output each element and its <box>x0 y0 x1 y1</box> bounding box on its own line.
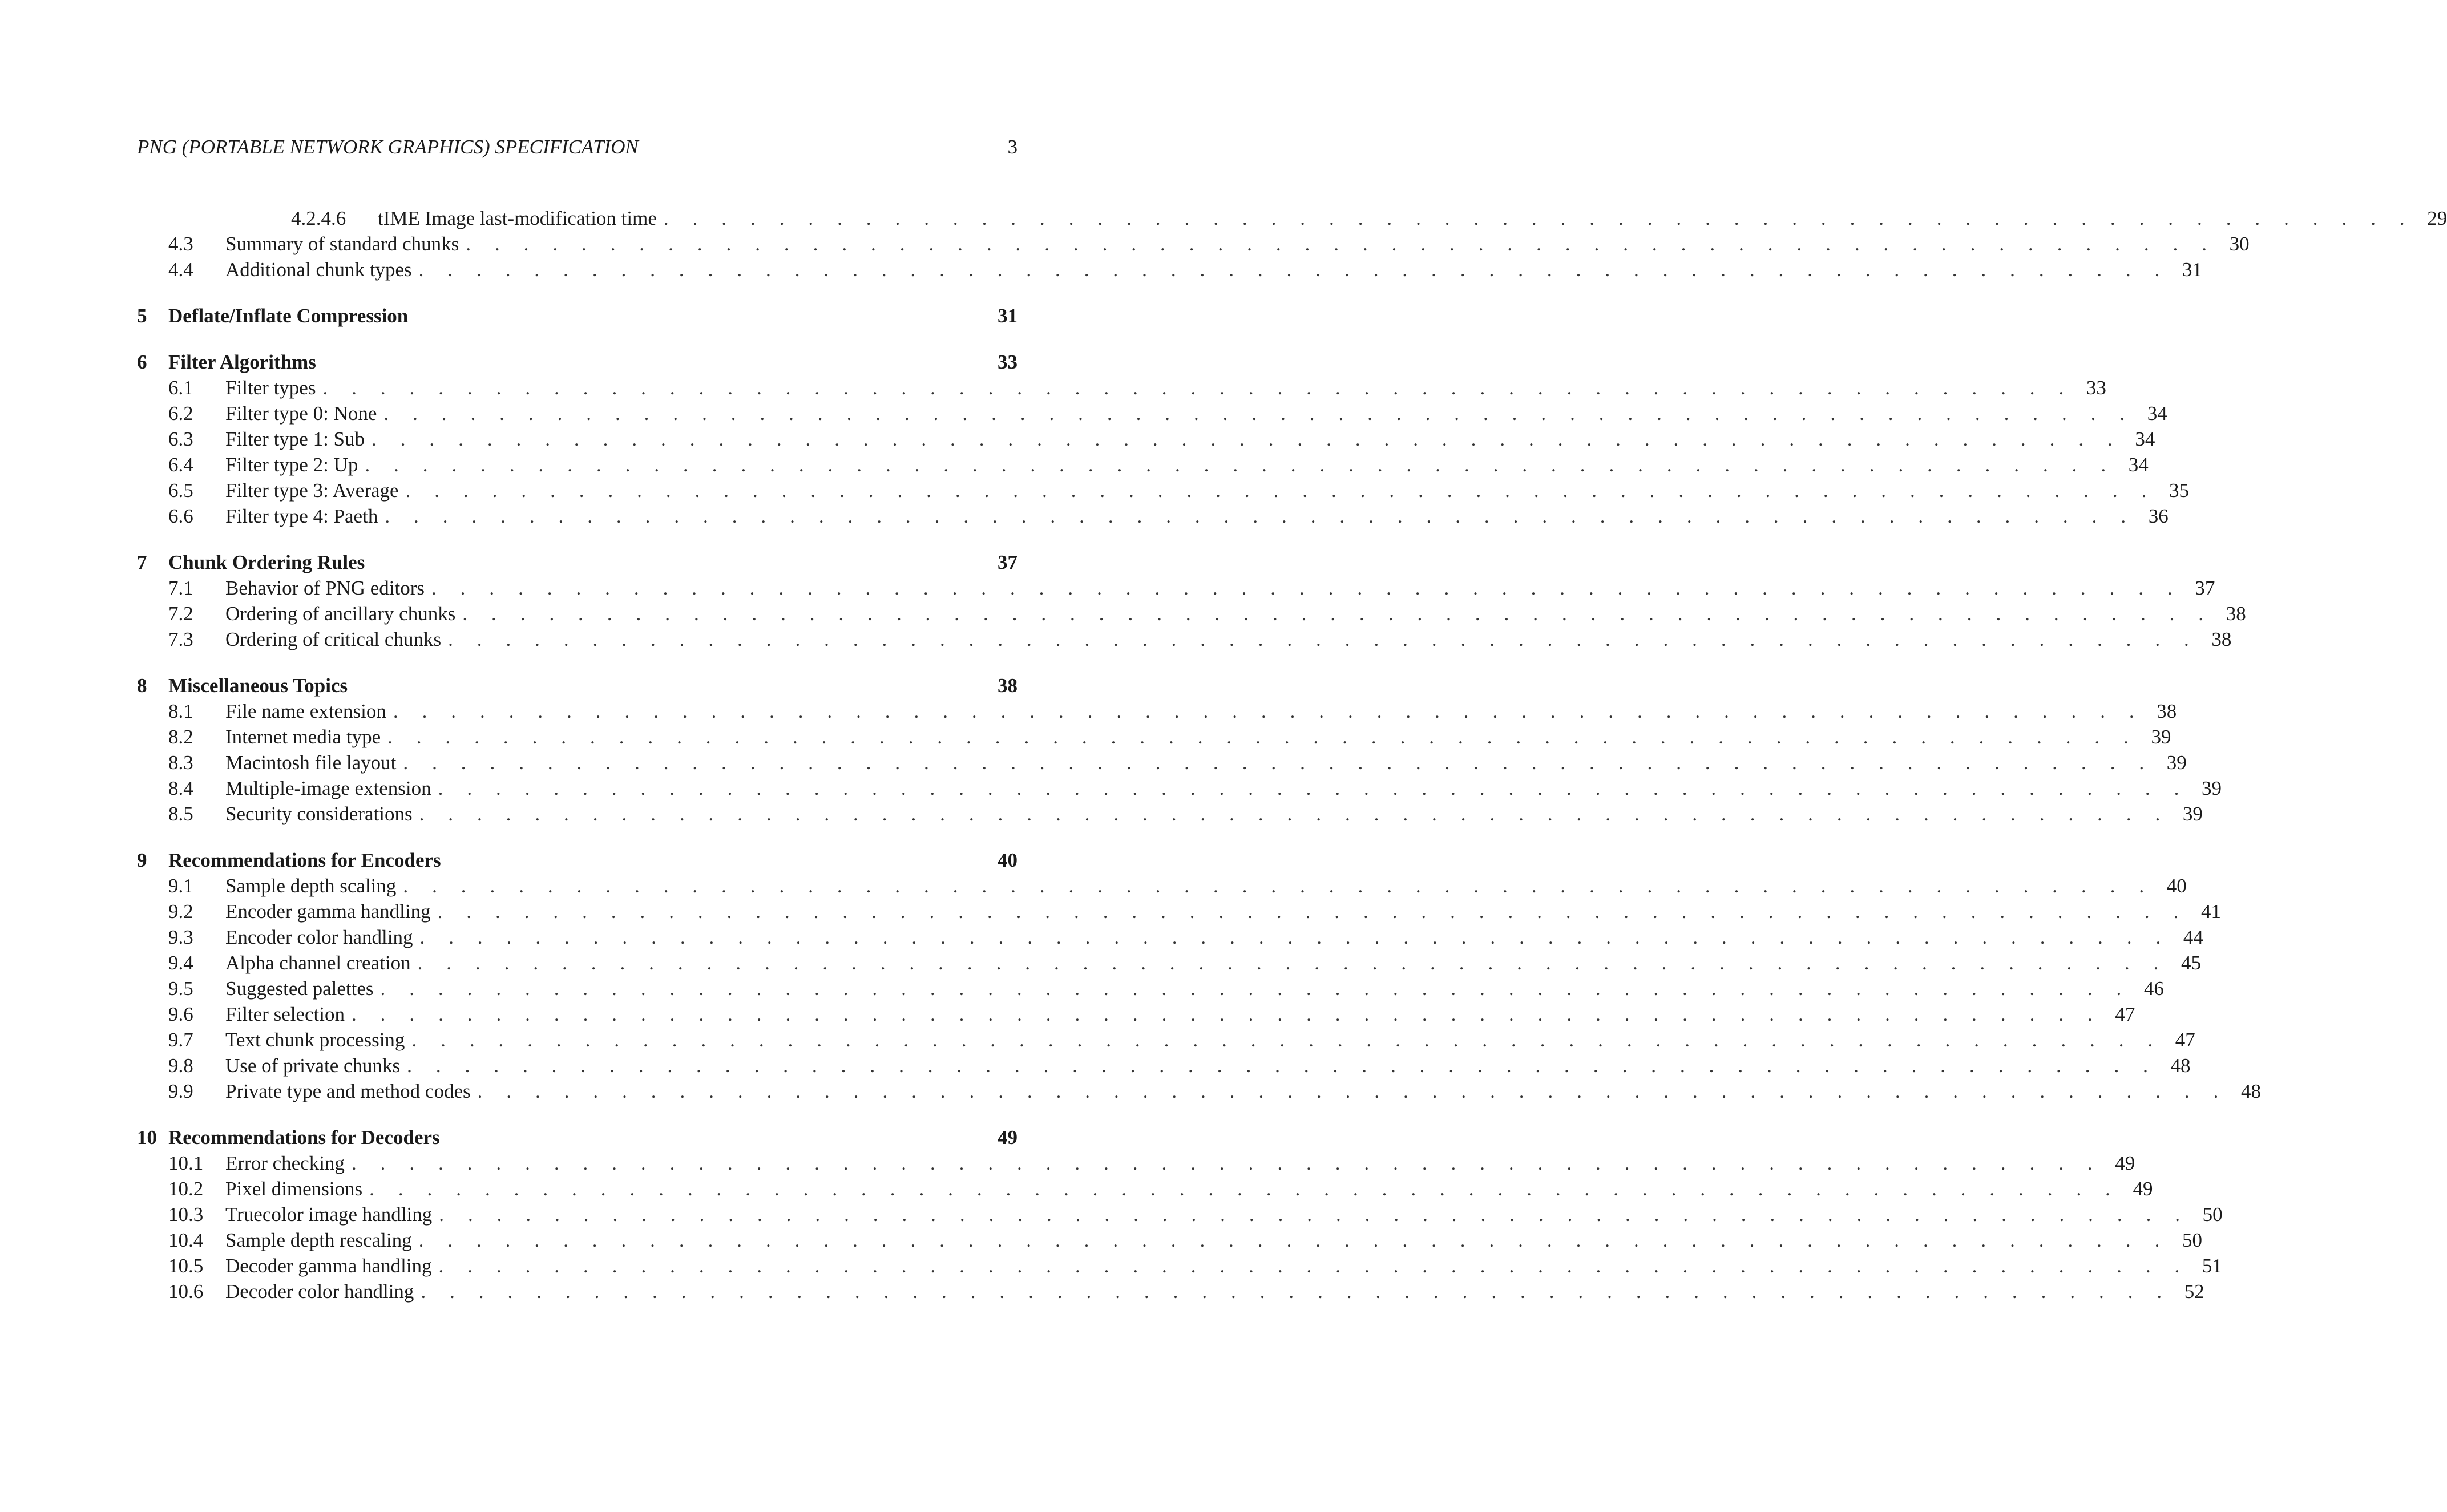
toc-entry-subsection[interactable] <box>137 1001 2135 1027</box>
toc-entry-subsection[interactable] <box>137 1253 2222 1279</box>
toc-dot-leader: . . . . . . . . . . . . . . . . . . . . . . . . . . . . . . . . . . . . . . . . . . . . . . . . . . . . . . . . . . . . . <box>403 875 2154 897</box>
page-number: 3 <box>1007 136 1017 158</box>
toc-entry-page: 49 <box>2133 1178 2153 1200</box>
toc-dot-leader: . . . . . . . . . . . . . . . . . . . . . . . . . . . . . . . . . . . . . . . . . . . . . . . . . . . . . . . . . . . . . <box>477 1080 2228 1102</box>
toc-entry-subsection[interactable] <box>137 899 2221 924</box>
toc-entry-page: 39 <box>2151 726 2171 748</box>
toc-entry-number: 9.9 <box>168 1080 193 1102</box>
toc-entry-subsection[interactable] <box>137 452 2149 478</box>
toc-entry-title: Truecolor image handling <box>225 1203 433 1226</box>
toc-entry-title: Multiple-image extension <box>225 777 431 799</box>
toc-entry-page: 39 <box>2166 751 2187 774</box>
toc-entry-title: Filter type 4: Paeth <box>225 505 378 527</box>
toc-entry-subsection[interactable] <box>137 924 2203 950</box>
toc-entry-title: Macintosh file layout <box>225 751 397 774</box>
toc-entry-number: 9 <box>137 849 147 871</box>
toc-entry-number: 6.5 <box>168 479 193 502</box>
toc-entry-subsection[interactable] <box>137 724 2171 750</box>
toc-entry-page: 41 <box>2200 900 2221 923</box>
toc-dot-leader: . . . . . . . . . . . . . . . . . . . . . . . . . . . . . . . . . . . . . . . . . . . . . . . . . . . . . . . . . . . . . <box>417 952 2168 974</box>
toc-dot-leader: . . . . . . . . . . . . . . . . . . . . . . . . . . . . . . . . . . . . . . . . . . . . . . . . . . . . . . . . . . . . . <box>418 258 2169 281</box>
toc-entry-page: 38 <box>2157 700 2177 722</box>
toc-entry-section[interactable] <box>137 303 1017 329</box>
toc-entry-subsection[interactable] <box>137 257 2202 282</box>
toc-entry-subsection[interactable] <box>137 1053 2191 1078</box>
toc-entry-title: Text chunk processing <box>225 1029 405 1051</box>
toc-entry-number: 4.2.4.6 <box>291 207 346 229</box>
toc-entry-page: 35 <box>2169 479 2189 502</box>
toc-dot-leader: . . . . . . . . . . . . . . . . . . . . . . . . . . . . . . . . . . . . . . . . . . . . . . . . . . . . . . . . . . . . . <box>663 207 2414 229</box>
toc-entry-page: 33 <box>998 351 1017 373</box>
toc-entry-number: 7.1 <box>168 577 193 599</box>
toc-dot-leader: . . . . . . . . . . . . . . . . . . . . . . . . . . . . . . . . . . . . . . . . . . . . . . . . . . . . . . . . . . . . . <box>462 603 2213 625</box>
toc-dot-leader: . . . . . . . . . . . . . . . . . . . . . . . . . . . . . . . . . . . . . . . . . . . . . . . . . . . . . . . . . . . . . <box>369 1178 2120 1200</box>
toc-dot-leader: . . . . . . . . . . . . . . . . . . . . . . . . . . . . . . . . . . . . . . . . . . . . . . . . . . . . . . . . . . . . . <box>405 479 2156 502</box>
toc-entry-page: 31 <box>998 305 1017 327</box>
toc-entry-subsection[interactable] <box>137 426 2155 452</box>
toc-dot-leader: . . . . . . . . . . . . . . . . . . . . . . . . . . . . . . . . . . . . . . . . . . . . . . . . . . . . . . . . . . . . . <box>385 505 2135 527</box>
toc-entry-title: Filter type 3: Average <box>225 479 399 502</box>
toc-entry-title: Behavior of PNG editors <box>225 577 425 599</box>
toc-entry-section[interactable] <box>137 673 1017 698</box>
toc-entry-page: 47 <box>2115 1003 2135 1025</box>
toc-entry-title: tIME Image last-modification time <box>378 207 657 229</box>
toc-entry-number: 8.5 <box>168 803 193 825</box>
toc-entry-title: Decoder gamma handling <box>225 1255 432 1277</box>
toc-entry-number: 8.3 <box>168 751 193 774</box>
toc-entry-page: 37 <box>998 551 1017 573</box>
toc-entry-title: File name extension <box>225 700 386 722</box>
toc-entry-subsection[interactable] <box>137 1202 2223 1227</box>
toc-entry-subsection[interactable] <box>137 478 2189 503</box>
toc-entry-number: 6.3 <box>168 428 193 450</box>
toc-dot-leader: . . . . . . . . . . . . . . . . . . . . . . . . . . . . . . . . . . . . . . . . . . . . . . . . . . . . . . . . . . . . . <box>418 1229 2169 1251</box>
toc-entry-page: 34 <box>2135 428 2155 450</box>
toc-entry-page: 49 <box>998 1126 1017 1149</box>
toc-entry-subsection[interactable] <box>137 775 2222 801</box>
toc-entry-page: 40 <box>2166 875 2187 897</box>
toc-entry-subsection[interactable] <box>137 750 2187 775</box>
toc-dot-leader: . . . . . . . . . . . . . . . . . . . . . . . . . . . . . . . . . . . . . . . . . . . . . . . . . . . . . . . . . . . . . <box>419 803 2170 825</box>
toc-entry-page: 47 <box>2175 1029 2195 1051</box>
toc-entry-page: 50 <box>2202 1203 2223 1226</box>
toc-entry-number: 8.2 <box>168 726 193 748</box>
toc-entry-page: 39 <box>2182 803 2203 825</box>
toc-entry-title: Suggested palettes <box>225 977 374 1000</box>
toc-entry-title: Filter type 1: Sub <box>225 428 365 450</box>
page-header <box>137 136 1017 168</box>
toc-dot-leader: . . . . . . . . . . . . . . . . . . . . . . . . . . . . . . . . . . . . . . . . . . . . . . . . . . . . . . . . . . . . . <box>372 428 2122 450</box>
toc-entry-subsection[interactable] <box>137 1176 2153 1202</box>
toc-entry-title: Encoder color handling <box>225 926 413 948</box>
toc-dot-leader: . . . . . . . . . . . . . . . . . . . . . . . . . . . . . . . . . . . . . . . . . . . . . . . . . . . . . . . . . . . . . <box>351 1152 2102 1174</box>
toc-dot-leader: . . . . . . . . . . . . . . . . . . . . . . . . . . . . . . . . . . . . . . . . . . . . . . . . . . . . . . . . . . . . . <box>387 726 2138 748</box>
toc-entry-number: 6 <box>137 351 147 373</box>
toc-entry-title: Filter type 2: Up <box>225 454 358 476</box>
toc-dot-leader: . . . . . . . . . . . . . . . . . . . . . . . . . . . . . . . . . . . . . . . . . . . . . . . . . . . . . . . . . . . . . <box>383 402 2134 425</box>
toc-entry-title: Filter type 0: None <box>225 402 377 425</box>
toc-entry-page: 51 <box>2202 1255 2222 1277</box>
toc-entry-title: Recommendations for Decoders <box>168 1126 440 1149</box>
toc-entry-number: 10.3 <box>168 1203 204 1226</box>
toc-entry-number: 5 <box>137 305 147 327</box>
toc-entry-subsection[interactable] <box>137 801 2203 827</box>
toc-entry-section[interactable] <box>137 847 1017 873</box>
toc-entry-title: Ordering of ancillary chunks <box>225 603 456 625</box>
toc-entry-number: 9.8 <box>168 1054 193 1077</box>
toc-entry-subsection[interactable] <box>137 401 2167 426</box>
toc-entry-number: 6.1 <box>168 377 193 399</box>
toc-entry-section[interactable] <box>137 1125 1017 1150</box>
toc-entry-number: 9.2 <box>168 900 193 923</box>
toc-dot-leader: . . . . . . . . . . . . . . . . . . . . . . . . . . . . . . . . . . . . . . . . . . . . . . . . . . . . . . . . . . . . . <box>419 926 2170 948</box>
toc-dot-leader: . . . . . . . . . . . . . . . . . . . . . . . . . . . . . . . . . . . . . . . . . . . . . . . . . . . . . . . . . . . . . <box>438 1255 2189 1277</box>
toc-entry-number: 10.6 <box>168 1280 204 1303</box>
toc-entry-subsection[interactable] <box>137 601 2246 626</box>
toc-entry-section[interactable] <box>137 549 1017 575</box>
toc-entry-number: 9.5 <box>168 977 193 1000</box>
toc-entry-title: Sample depth rescaling <box>225 1229 412 1251</box>
toc-entry-title: Additional chunk types <box>225 258 412 281</box>
toc-entry-page: 37 <box>2195 577 2215 599</box>
toc-entry-number: 9.7 <box>168 1029 193 1051</box>
toc-entry-title: Miscellaneous Topics <box>168 674 348 697</box>
toc-dot-leader: . . . . . . . . . . . . . . . . . . . . . . . . . . . . . . . . . . . . . . . . . . . . . . . . . . . . . . . . . . . . . <box>380 977 2131 1000</box>
toc-entry-number: 9.6 <box>168 1003 193 1025</box>
toc-entry-number: 9.1 <box>168 875 193 897</box>
toc-entry-subsection[interactable] <box>137 503 2169 529</box>
toc-entry-section[interactable] <box>137 349 1017 375</box>
toc-entry-page: 52 <box>2184 1280 2204 1303</box>
toc-entry-number: 7.2 <box>168 603 193 625</box>
toc-dot-leader: . . . . . . . . . . . . . . . . . . . . . . . . . . . . . . . . . . . . . . . . . . . . . . . . . . . . . . . . . . . . . <box>365 454 2115 476</box>
toc-entry-number: 8.4 <box>168 777 193 799</box>
toc-entry-subsection[interactable] <box>137 976 2164 1001</box>
toc-entry-number: 8.1 <box>168 700 193 722</box>
toc-entry-page: 38 <box>2226 603 2246 625</box>
toc-entry-page: 48 <box>2240 1080 2261 1102</box>
toc-dot-leader: . . . . . . . . . . . . . . . . . . . . . . . . . . . . . . . . . . . . . . . . . . . . . . . . . . . . . . . . . . . . . <box>411 1029 2162 1051</box>
toc-dot-leader: . . . . . . . . . . . . . . . . . . . . . . . . . . . . . . . . . . . . . . . . . . . . . . . . . . . . . . . . . . . . . <box>437 900 2188 923</box>
toc-entry-title: Encoder gamma handling <box>225 900 431 923</box>
toc-entry-title: Deflate/Inflate Compression <box>168 305 409 327</box>
toc-entry-page: 34 <box>2128 454 2149 476</box>
toc-entry-title: Use of private chunks <box>225 1054 401 1077</box>
toc-entry-subsection[interactable] <box>137 1150 2135 1176</box>
toc-entry-page: 48 <box>2170 1054 2191 1077</box>
toc-entry-subsection[interactable] <box>137 1078 2261 1104</box>
toc-dot-leader: . . . . . . . . . . . . . . . . . . . . . . . . . . . . . . . . . . . . . . . . . . . . . . . . . . . . . . . . . . . . . <box>322 377 2073 399</box>
toc-entry-subsection[interactable] <box>137 698 2177 724</box>
toc-entry-number: 10 <box>137 1126 157 1149</box>
toc-entry-title: Sample depth scaling <box>225 875 397 897</box>
toc-entry-title: Internet media type <box>225 726 381 748</box>
toc-entry-page: 44 <box>2183 926 2203 948</box>
toc-entry-title: Decoder color handling <box>225 1280 414 1303</box>
toc-entry-subsection[interactable] <box>137 231 2250 257</box>
toc-entry-title: Security considerations <box>225 803 413 825</box>
toc-entry-title: Recommendations for Encoders <box>168 849 441 871</box>
toc-entry-title: Filter selection <box>225 1003 345 1025</box>
toc-entry-page: 33 <box>2086 377 2106 399</box>
toc-entry-title: Filter Algorithms <box>168 351 316 373</box>
toc-entry-page: 38 <box>2211 628 2232 650</box>
toc-entry-title: Alpha channel creation <box>225 952 411 974</box>
toc-entry-page: 34 <box>2147 402 2167 425</box>
toc-entry-subsection[interactable] <box>137 950 2201 976</box>
toc-dot-leader: . . . . . . . . . . . . . . . . . . . . . . . . . . . . . . . . . . . . . . . . . . . . . . . . . . . . . . . . . . . . . <box>393 700 2144 722</box>
toc-entry-page: 49 <box>2115 1152 2135 1174</box>
toc-entry-number: 6.4 <box>168 454 193 476</box>
toc-entry-page: 31 <box>2182 258 2202 281</box>
table-of-contents <box>137 205 2447 1304</box>
toc-entry-number: 9.4 <box>168 952 193 974</box>
toc-entry-subsection[interactable] <box>137 873 2187 899</box>
toc-entry-number: 6.2 <box>168 402 193 425</box>
toc-entry-page: 29 <box>2427 207 2447 229</box>
toc-entry-subsubsection[interactable] <box>137 205 2447 231</box>
toc-entry-title: Summary of standard chunks <box>225 233 459 255</box>
toc-entry-number: 10.1 <box>168 1152 204 1174</box>
toc-entry-number: 6.6 <box>168 505 193 527</box>
toc-dot-leader: . . . . . . . . . . . . . . . . . . . . . . . . . . . . . . . . . . . . . . . . . . . . . . . . . . . . . . . . . . . . . <box>438 777 2188 799</box>
toc-entry-number: 7.3 <box>168 628 193 650</box>
toc-dot-leader: . . . . . . . . . . . . . . . . . . . . . . . . . . . . . . . . . . . . . . . . . . . . . . . . . . . . . . . . . . . . . <box>466 233 2216 255</box>
running-title: PNG (PORTABLE NETWORK GRAPHICS) SPECIFICATION <box>137 136 639 158</box>
toc-entry-page: 38 <box>998 674 1017 697</box>
toc-entry-subsection[interactable] <box>137 1279 2204 1304</box>
toc-entry-title: Private type and method codes <box>225 1080 471 1102</box>
toc-dot-leader: . . . . . . . . . . . . . . . . . . . . . . . . . . . . . . . . . . . . . . . . . . . . . . . . . . . . . . . . . . . . . <box>439 1203 2190 1226</box>
toc-entry-number: 8 <box>137 674 147 697</box>
toc-entry-title: Chunk Ordering Rules <box>168 551 365 573</box>
toc-entry-subsection[interactable] <box>137 1027 2195 1053</box>
toc-dot-leader: . . . . . . . . . . . . . . . . . . . . . . . . . . . . . . . . . . . . . . . . . . . . . . . . . . . . . . . . . . . . . <box>351 1003 2102 1025</box>
toc-entry-page: 30 <box>2229 233 2250 255</box>
toc-entry-number: 7 <box>137 551 147 573</box>
toc-dot-leader: . . . . . . . . . . . . . . . . . . . . . . . . . . . . . . . . . . . . . . . . . . . . . . . . . . . . . . . . . . . . . <box>407 1054 2158 1077</box>
toc-dot-leader: . . . . . . . . . . . . . . . . . . . . . . . . . . . . . . . . . . . . . . . . . . . . . . . . . . . . . . . . . . . . . <box>421 1280 2171 1303</box>
toc-entry-title: Filter types <box>225 377 316 399</box>
toc-entry-number: 10.2 <box>168 1178 204 1200</box>
toc-dot-leader: . . . . . . . . . . . . . . . . . . . . . . . . . . . . . . . . . . . . . . . . . . . . . . . . . . . . . . . . . . . . . <box>431 577 2182 599</box>
toc-entry-page: 46 <box>2143 977 2164 1000</box>
toc-entry-number: 4.4 <box>168 258 193 281</box>
toc-entry-page: 39 <box>2201 777 2222 799</box>
toc-entry-subsection[interactable] <box>137 375 2106 401</box>
toc-entry-subsection[interactable] <box>137 575 2215 601</box>
toc-dot-leader: . . . . . . . . . . . . . . . . . . . . . . . . . . . . . . . . . . . . . . . . . . . . . . . . . . . . . . . . . . . . . <box>403 751 2154 774</box>
toc-entry-title: Ordering of critical chunks <box>225 628 442 650</box>
toc-entry-number: 9.3 <box>168 926 193 948</box>
toc-entry-number: 4.3 <box>168 233 193 255</box>
toc-entry-subsection[interactable] <box>137 626 2232 652</box>
toc-entry-title: Pixel dimensions <box>225 1178 363 1200</box>
toc-dot-leader: . . . . . . . . . . . . . . . . . . . . . . . . . . . . . . . . . . . . . . . . . . . . . . . . . . . . . . . . . . . . . <box>448 628 2199 650</box>
toc-entry-page: 36 <box>2148 505 2169 527</box>
toc-entry-subsection[interactable] <box>137 1227 2202 1253</box>
toc-entry-page: 45 <box>2181 952 2201 974</box>
toc-entry-title: Error checking <box>225 1152 345 1174</box>
toc-entry-page: 40 <box>998 849 1017 871</box>
toc-entry-page: 50 <box>2182 1229 2202 1251</box>
toc-entry-number: 10.5 <box>168 1255 204 1277</box>
toc-entry-number: 10.4 <box>168 1229 204 1251</box>
